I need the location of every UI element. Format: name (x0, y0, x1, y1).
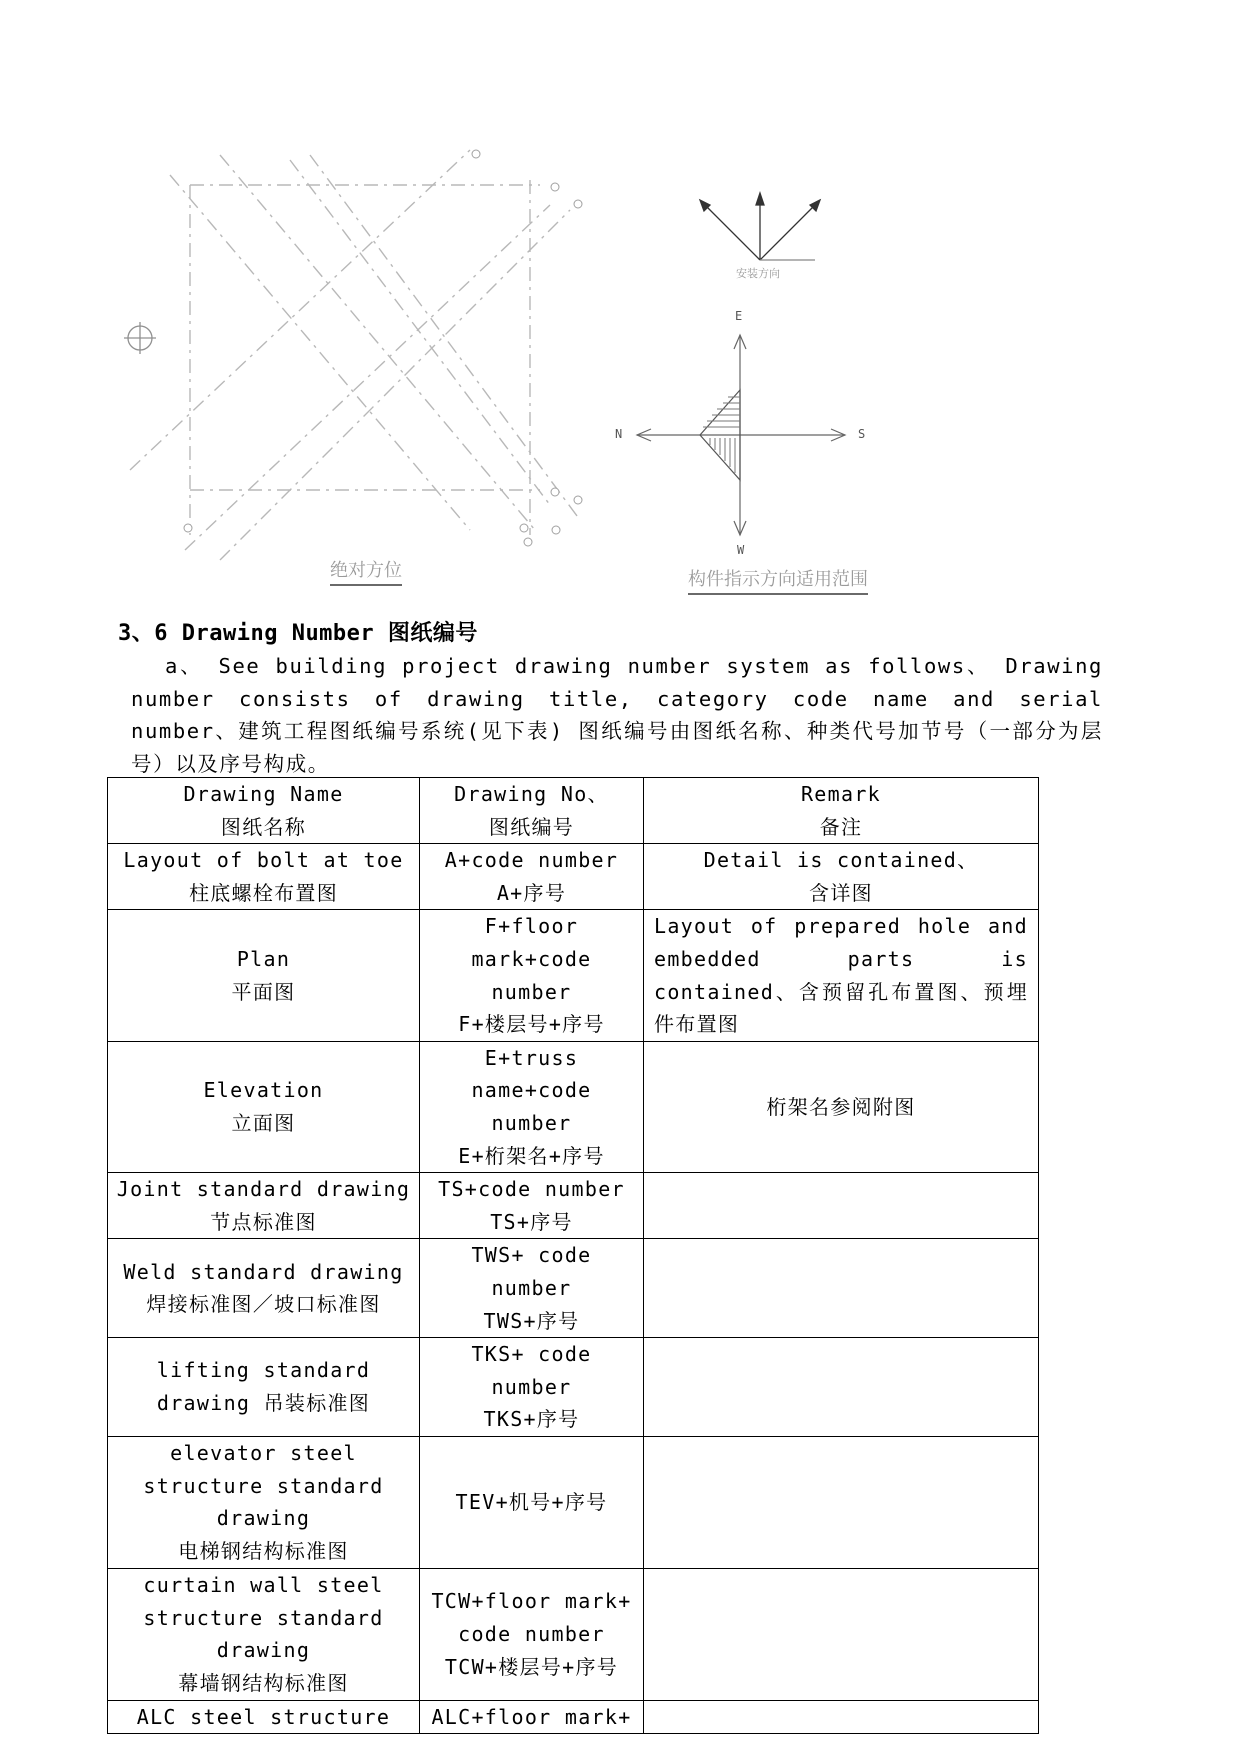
cell-text: TEV+机号+序号 (455, 1490, 608, 1515)
cell-text: A+序号 (496, 880, 567, 905)
cell-text: 桁架名参阅附图 (766, 1094, 916, 1119)
section-heading: 3、6 Drawing Number 图纸编号 (118, 621, 478, 646)
cell-text: F+floor mark+code number (471, 914, 592, 1004)
table-row (108, 1700, 1039, 1734)
header-zh: 备注 (819, 814, 863, 839)
cell-text: Plan (236, 946, 291, 971)
cell-text: TS+code number (438, 1177, 625, 1202)
table-row (108, 844, 1039, 910)
header-zh: 图纸编号 (488, 814, 575, 839)
section-paragraph (131, 650, 1103, 780)
cell-drawing-name (108, 844, 420, 910)
cell-text: TS+序号 (490, 1209, 573, 1234)
cell-drawing-name (108, 910, 420, 1041)
cell-remark (644, 1700, 1039, 1734)
cell-text: Elevation (203, 1078, 324, 1103)
drawing-number-table (107, 777, 1039, 1734)
cell-text: Layout of prepared hole and embedded parts is contained、含预留孔布置图、预埋件布置图 (654, 914, 1028, 1037)
cell-text: A+code number (444, 848, 619, 873)
header-en: Remark (800, 782, 882, 806)
cell-text: TKS+序号 (483, 1407, 580, 1432)
cell-remark (644, 1239, 1039, 1338)
cell-remark (644, 1568, 1039, 1700)
cell-text: E+truss name+code number (471, 1045, 592, 1135)
cell-text: TWS+序号 (483, 1308, 580, 1333)
cell-text: TWS+ code number (471, 1243, 592, 1300)
table-row (108, 1239, 1039, 1338)
cell-remark (644, 1041, 1039, 1172)
cell-drawing-name (108, 1436, 420, 1568)
table-row (108, 1568, 1039, 1700)
cell-text: ALC steel structure (136, 1704, 391, 1729)
cell-text: Weld standard drawing (123, 1259, 404, 1284)
table-row (108, 1338, 1039, 1437)
cell-text: F+楼层号+序号 (458, 1012, 605, 1037)
header-drawing-name (108, 778, 420, 844)
cell-remark (644, 1338, 1039, 1437)
cell-drawing-no (420, 1338, 644, 1437)
cell-drawing-name (108, 1700, 420, 1734)
header-remark (644, 778, 1039, 844)
cell-text: lifting standard drawing 吊装标准图 (156, 1358, 371, 1415)
absolute-orientation-caption: 绝对方位 (330, 556, 402, 586)
table-row (108, 1436, 1039, 1568)
absolute-orientation-figure (110, 140, 610, 600)
paragraph-text: a、 See building project drawing number system as follows、 Drawing number consists of drawing title, category code name and serial number、建筑工程图纸编号系统(见下表) 图纸编号由图纸名称、种类代号加节号（一部分为层号）以及序号构成。 (131, 654, 1103, 776)
cell-text: Joint standard drawing (116, 1177, 411, 1202)
cell-text: TCW+楼层号+序号 (444, 1654, 619, 1679)
cell-text: 立面图 (231, 1110, 296, 1135)
cell-drawing-no (420, 1568, 644, 1700)
cell-text: 柱底螺栓布置图 (188, 880, 339, 905)
table-header-row (108, 778, 1039, 844)
cell-text: Layout of bolt at toe (123, 848, 404, 873)
install-direction-caption: 安装方向 (736, 267, 780, 280)
cell-text: 电梯钢结构标准图 (178, 1538, 349, 1563)
table-row (108, 910, 1039, 1041)
cell-drawing-name (108, 1041, 420, 1172)
cell-remark (644, 910, 1039, 1041)
cell-drawing-no (420, 1239, 644, 1338)
cell-drawing-name (108, 1239, 420, 1338)
table-row (108, 1173, 1039, 1239)
header-drawing-no (420, 778, 644, 844)
cell-text: TCW+floor mark+ code number (431, 1589, 632, 1647)
cell-drawing-no (420, 1173, 644, 1239)
header-zh: 图纸名称 (220, 814, 307, 839)
compass-label-s: S (858, 427, 866, 441)
cell-drawing-name (108, 1568, 420, 1700)
cell-drawing-no (420, 1700, 644, 1734)
compass-label-w: W (737, 543, 745, 557)
cell-text: Detail is contained、 (703, 848, 979, 873)
header-en: Drawing No、 (454, 782, 609, 806)
cell-drawing-no (420, 1041, 644, 1172)
cell-drawing-no (420, 844, 644, 910)
cell-text: 焊接标准图／坡口标准图 (146, 1292, 381, 1317)
cell-text: curtain wall steel structure standard drawing (143, 1573, 384, 1663)
cell-text: 含详图 (809, 880, 873, 905)
cell-text: 节点标准图 (210, 1209, 317, 1234)
compass-label-e: E (735, 309, 743, 323)
cell-text: E+桁架名+序号 (458, 1143, 605, 1168)
cell-remark (644, 844, 1039, 910)
cell-drawing-name (108, 1338, 420, 1437)
cell-remark (644, 1436, 1039, 1568)
install-direction-figure (600, 185, 860, 560)
table-row (108, 1041, 1039, 1172)
compass-label-n: N (615, 427, 623, 441)
cell-text: ALC+floor mark+ (431, 1704, 632, 1729)
cell-drawing-no (420, 910, 644, 1041)
cell-text: 幕墙钢结构标准图 (178, 1670, 349, 1695)
cell-text: TKS+ code number (471, 1342, 592, 1399)
install-range-caption: 构件指示方向适用范围 (688, 565, 868, 595)
cell-drawing-name (108, 1173, 420, 1239)
cell-text: elevator steel structure standard drawing (143, 1441, 384, 1531)
cell-drawing-no (420, 1436, 644, 1568)
cell-text: 平面图 (231, 979, 296, 1004)
header-en: Drawing Name (183, 782, 344, 806)
cell-remark (644, 1173, 1039, 1239)
